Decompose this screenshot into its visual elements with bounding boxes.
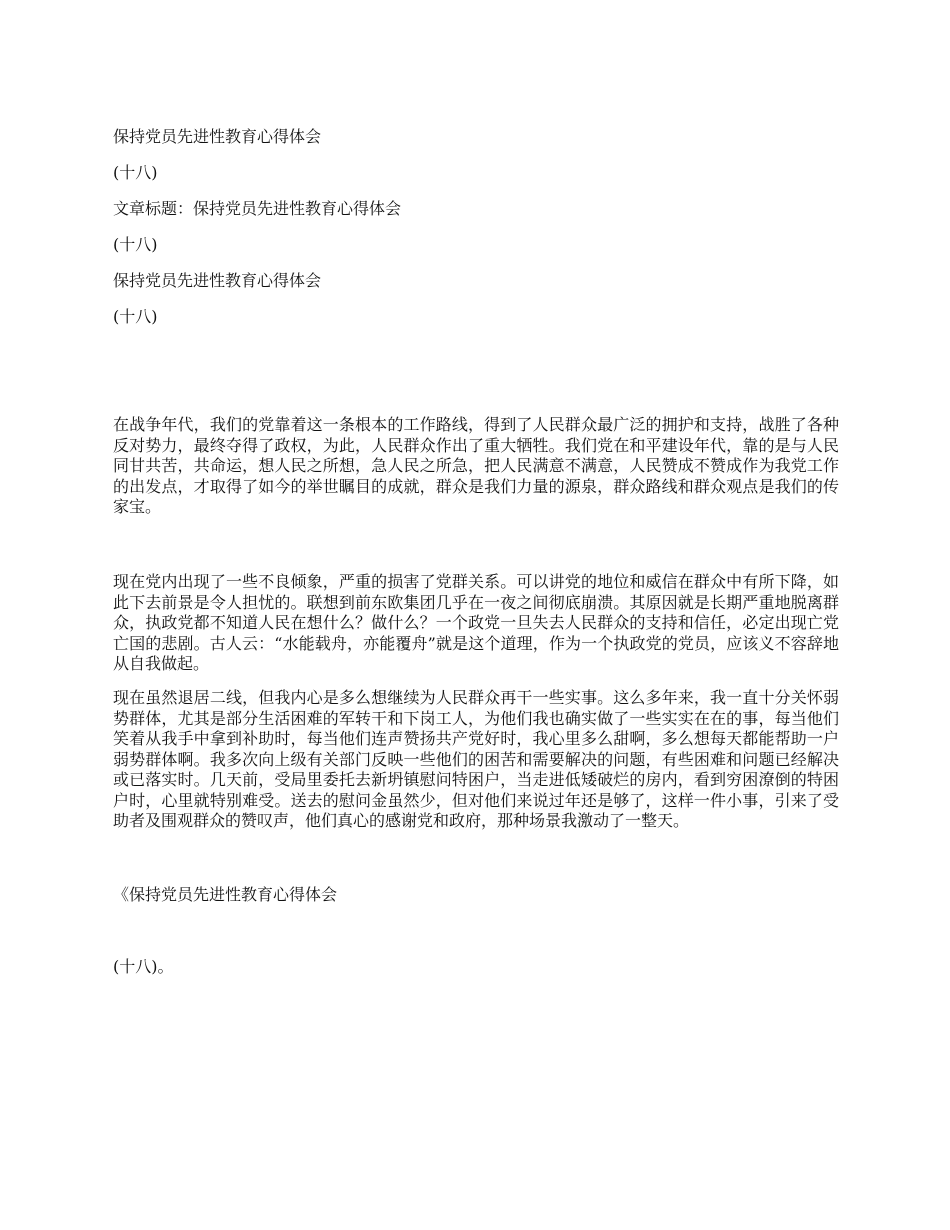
footer-title: 《保持党员先进性教育心得体会 bbox=[113, 885, 338, 904]
paragraph-war-era: 在战争年代，我们的党靠着这一条根本的工作路线，得到了人民群众最广泛的拥护和支持，战胜了各种反对势力，最终夺得了政权，为此，人民群众作出了重大牺牲。我们党在和平建设年代，靠的是与人民同甘共苦，共命运，想人民之所想，急人民之所急，把人民满意不满意，人民赞成不赞成作为我党工作的出发点，才取得了如今的举世瞩目的成就，群众是我们力量的源泉，群众路线和群众观点是我们的传家宝。 bbox=[113, 415, 839, 516]
header-subtitle: (十八) bbox=[113, 163, 158, 182]
footer-number: (十八)。 bbox=[113, 957, 174, 976]
paragraph-personal-service: 现在虽然退居二线，但我内心是多么想继续为人民群众再干一些实事。这么多年来，我一直十分关怀弱势群体，尤其是部分生活困难的军转干和下岗工人，为他们我也确实做了一些实实在在的事，每当他们笑着从我手中拿到补助时，每当他们连声赞扬共产党好时，我心里多么甜啊，多么想每天都能帮助一户弱势群体啊。我多次向上级有关部门反映一些他们的困苦和需要解决的问题，有些困难和问题已经解决或已落实时。几天前，受局里委托去新坍镇慰问特困户，当走进低矮破烂的房内，看到穷困潦倒的特困户时，心里就特别难受。送去的慰问金虽然少，但对他们来说过年还是够了，这样一件小事，引来了受助者及围观群众的赞叹声，他们真心的感谢党和政府，那种场景我激动了一整天。 bbox=[113, 688, 839, 830]
repeat-title: 保持党员先进性教育心得体会 bbox=[113, 271, 322, 290]
repeat-title-number: (十八) bbox=[113, 307, 158, 326]
paragraph-party-issues: 现在党内出现了一些不良倾象，严重的损害了党群关系。可以讲党的地位和威信在群众中有所下降，如此下去前景是令人担忧的。联想到前东欧集团几乎在一夜之间彻底崩溃。其原因就是长期严重地脱离群众，执政党都不知道人民在想什么？做什么？一个政党一旦失去人民群众的支持和信任，必定出现亡党亡国的悲剧。古人云：“水能载舟，亦能覆舟”就是这个道理，作为一个执政党的党员，应该义不容辞地从自我做起。 bbox=[113, 572, 839, 673]
article-title-number: (十八) bbox=[113, 235, 158, 254]
article-title-label: 文章标题：保持党员先进性教育心得体会 bbox=[113, 199, 402, 218]
header-title: 保持党员先进性教育心得体会 bbox=[113, 127, 322, 146]
